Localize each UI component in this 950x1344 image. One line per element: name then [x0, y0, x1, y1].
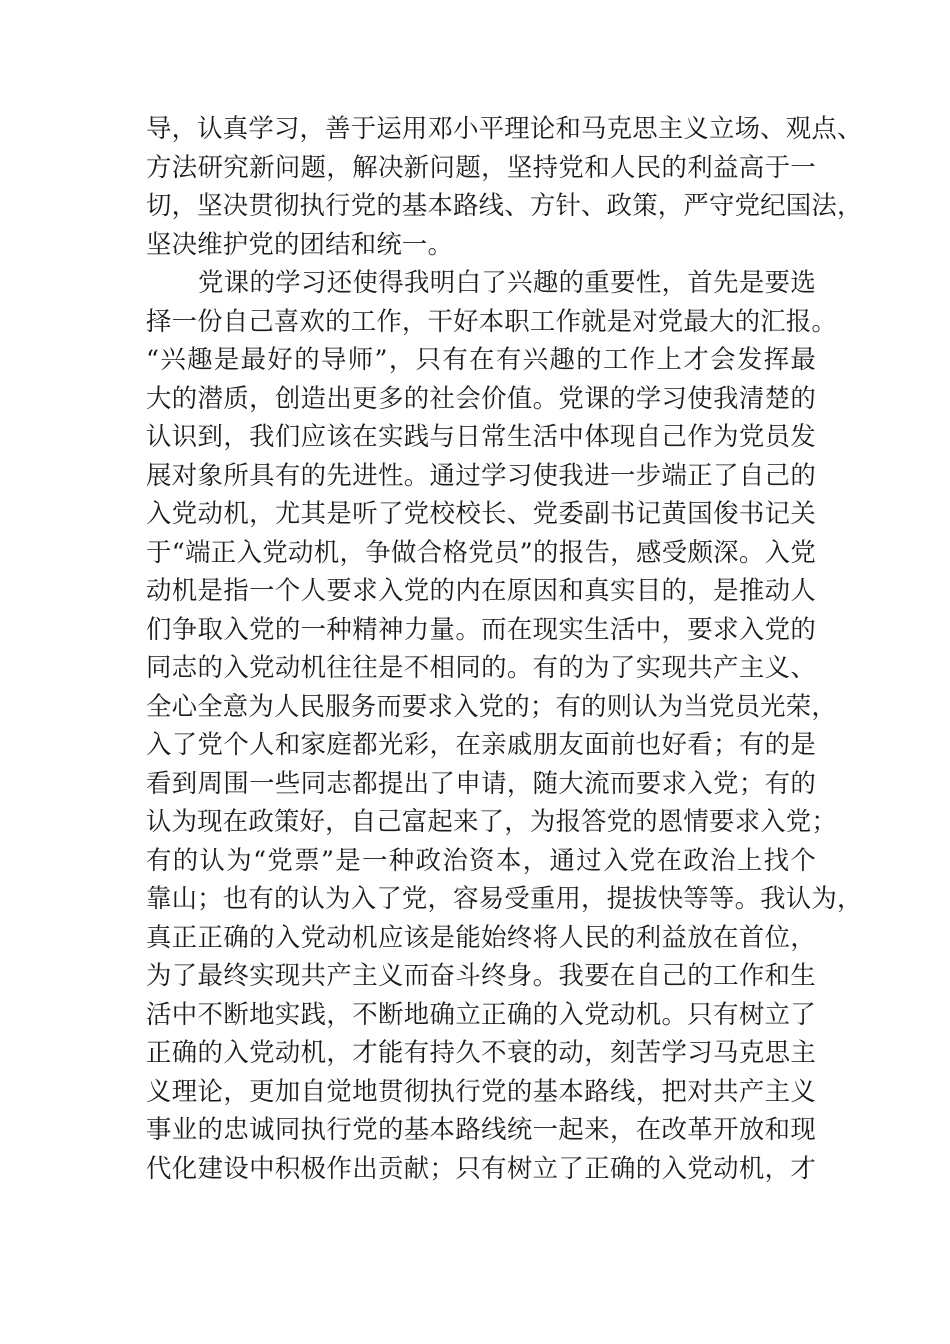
text-line: 靠山；也有的认为入了党，容易受重用，提拔快等等。我认为， [146, 883, 863, 913]
paragraph [146, 109, 863, 263]
text-line: 大的潜质，创造出更多的社会价值。党课的学习使我清楚的 [146, 382, 816, 413]
document-body [146, 109, 863, 1187]
text-line: 展对象所具有的先进性。通过学习使我进一步端正了自己的 [146, 459, 816, 490]
text-line: 事业的忠诚同执行党的基本路线统一起来，在改革开放和现 [146, 1114, 816, 1144]
text-line: 切，坚决贯彻执行党的基本路线、方针、政策，严守党纪国法， [146, 190, 863, 220]
text-line: 活中不断地实践，不断地确立正确的入党动机。只有树立了 [146, 998, 816, 1029]
text-line: 代化建设中积极作出贡献；只有树立了正确的入党动机，才 [146, 1152, 816, 1183]
text-line: 有的认为“党票”是一种政治资本，通过入党在政治上找个 [146, 844, 816, 875]
text-line: 党课的学习还使得我明白了兴趣的重要性，首先是要选 [198, 267, 816, 297]
text-line: 入了党个人和家庭都光彩，在亲戚朋友面前也好看；有的是 [146, 729, 816, 759]
text-line: 认识到，我们应该在实践与日常生活中体现自己作为党员发 [146, 421, 816, 451]
text-line: 真正正确的入党动机应该是能始终将人民的利益放在首位， [146, 921, 816, 952]
text-line: 于“端正入党动机，争做合格党员”的报告，感受颇深。入党 [146, 536, 816, 567]
paragraph [146, 263, 863, 1187]
text-line: 方法研究新问题，解决新问题，坚持党和人民的利益高于一 [146, 151, 816, 182]
text-line: 为了最终实现共产主义而奋斗终身。我要在自己的工作和生 [146, 960, 816, 990]
text-line: 入党动机，尤其是听了党校校长、党委副书记黄国俊书记关 [146, 498, 816, 528]
text-line: “兴趣是最好的导师”，只有在有兴趣的工作上才会发挥最 [146, 344, 816, 374]
text-line: 们争取入党的一种精神力量。而在现实生活中，要求入党的 [146, 613, 816, 644]
text-line: 正确的入党动机，才能有持久不衰的动，刻苦学习马克思主 [146, 1037, 816, 1067]
text-line: 导，认真学习，善于运用邓小平理论和马克思主义立场、观点、 [146, 113, 863, 143]
text-line: 坚决维护党的团结和统一。 [146, 228, 454, 259]
text-line: 看到周围一些同志都提出了申请，随大流而要求入党；有的 [146, 767, 816, 798]
text-line: 动机是指一个人要求入党的内在原因和真实目的，是推动人 [146, 575, 816, 605]
text-line: 同志的入党动机往往是不相同的。有的为了实现共产主义、 [146, 652, 816, 682]
text-line: 全心全意为人民服务而要求入党的；有的则认为当党员光荣， [146, 690, 837, 721]
text-line: 义理论，更加自觉地贯彻执行党的基本路线，把对共产主义 [146, 1075, 816, 1106]
text-line: 择一份自己喜欢的工作，干好本职工作就是对党最大的汇报。 [146, 305, 837, 336]
text-line: 认为现在政策好，自己富起来了，为报答党的恩情要求入党； [146, 806, 837, 836]
